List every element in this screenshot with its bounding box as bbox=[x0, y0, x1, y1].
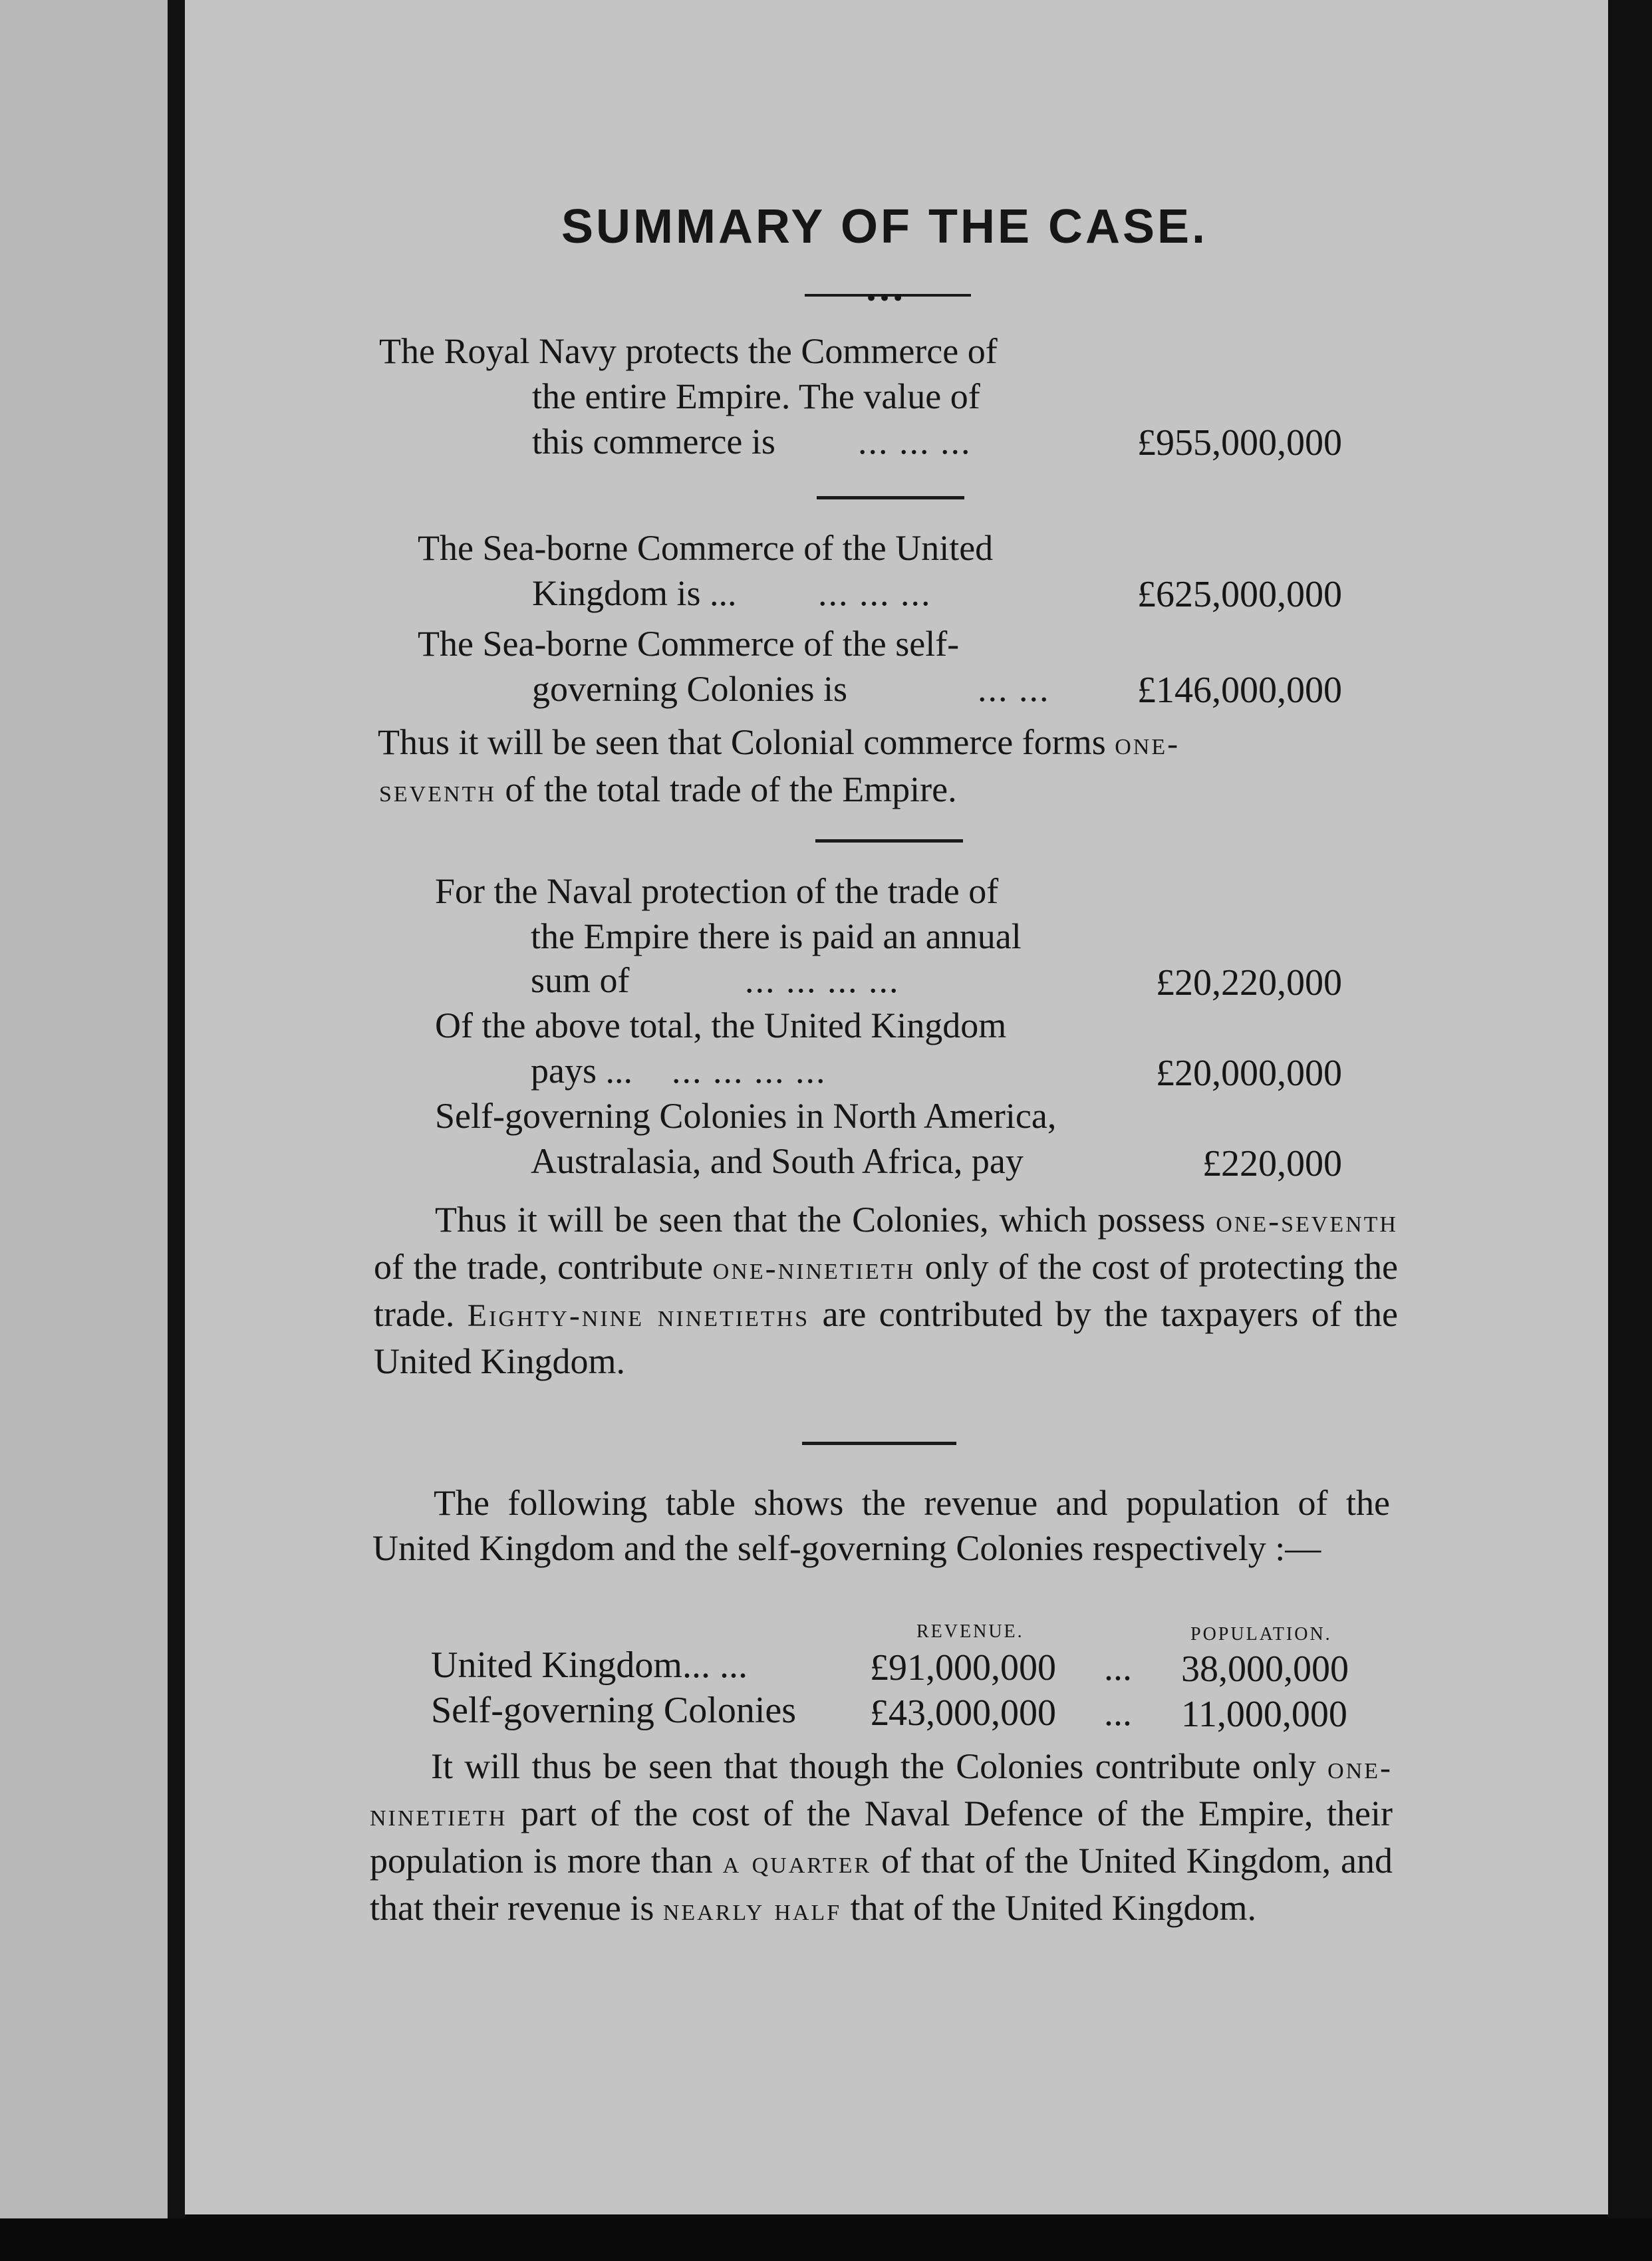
uk-pays-amount: £20,000,000 bbox=[1156, 1053, 1342, 1094]
naval-protection-line2: the Empire there is paid an annual bbox=[531, 916, 1022, 956]
conclusion2-emph-1: one-ninetieth bbox=[370, 1750, 1393, 1833]
revenue-column-header: REVENUE. bbox=[916, 1621, 1024, 1642]
uk-seaborne-line2: Kingdom is ... bbox=[532, 573, 737, 613]
facing-page-edge bbox=[0, 0, 172, 2218]
navy-commerce-line2: the entire Empire. The value of bbox=[532, 376, 980, 416]
colonial-seaborne-line2: governing Colonies is bbox=[532, 669, 847, 709]
table-row-revenue: £43,000,000 bbox=[870, 1692, 1056, 1734]
conclusion2-text-mid2: of that of the United Kingdom, and that their revenue is bbox=[370, 1841, 1393, 1928]
conclusion-paragraph-1 bbox=[374, 1197, 1398, 1384]
colonies-pay-amount: £220,000 bbox=[1202, 1143, 1342, 1184]
conclusion1-text-pre: Thus it will be seen that the Colonies, which possess bbox=[435, 1200, 1216, 1240]
navy-commerce-line3: this commerce is bbox=[532, 422, 775, 462]
section-rule-3 bbox=[802, 1442, 956, 1445]
binding-spine bbox=[168, 0, 185, 2218]
conclusion1-emph-2: one-ninetieth bbox=[712, 1251, 915, 1286]
conclusion-paragraph-2 bbox=[370, 1744, 1393, 1932]
uk-seaborne-leader-dots: ... ... ... bbox=[818, 573, 932, 613]
navy-commerce-leader-dots: ... ... ... bbox=[858, 422, 972, 462]
one-seventh-paragraph bbox=[378, 720, 1395, 814]
table-intro: The following table shows the revenue and population of the United Kingdom and the self-governing Colonies respectively :— bbox=[372, 1483, 1390, 1568]
uk-seaborne-amount: £625,000,000 bbox=[1137, 574, 1342, 615]
conclusion2-emph-3: nearly half bbox=[662, 1892, 842, 1927]
one-seventh-emph-1: one- bbox=[1115, 726, 1180, 761]
uk-pays-line2: pays ... bbox=[531, 1051, 632, 1091]
scan-border-right bbox=[1608, 0, 1652, 2261]
conclusion2-text-post: that of the United Kingdom. bbox=[841, 1888, 1257, 1928]
scan-border-bottom bbox=[0, 2218, 1652, 2261]
table-row-separator: ... bbox=[1104, 1647, 1132, 1688]
table-row-revenue: £91,000,000 bbox=[870, 1647, 1056, 1688]
section-rule-1 bbox=[817, 496, 964, 499]
population-column-header: POPULATION. bbox=[1190, 1624, 1332, 1645]
conclusion1-text-mid2: only of the cost of protecting the trade. bbox=[374, 1247, 1398, 1334]
conclusion1-text-post: are contributed by the taxpayers of the United Kingdom. bbox=[374, 1294, 1399, 1381]
colonies-pay-line1: Self-governing Colonies in North America, bbox=[435, 1096, 1057, 1136]
ornament: ••• bbox=[865, 285, 905, 312]
colonies-pay-line2: Australasia, and South Africa, pay bbox=[531, 1141, 1024, 1181]
naval-protection-line3: sum of bbox=[531, 960, 630, 1000]
table-row-label: United Kingdom... ... bbox=[431, 1645, 748, 1686]
conclusion1-text-mid1: of the trade, contribute bbox=[374, 1247, 713, 1287]
section-rule-2 bbox=[815, 839, 963, 843]
conclusion2-emph-2: a quarter bbox=[722, 1845, 872, 1880]
colonial-seaborne-leader-dots: ... ... bbox=[978, 669, 1050, 709]
table-row-label: Self-governing Colonies bbox=[431, 1690, 797, 1731]
table-row-population: 38,000,000 bbox=[1181, 1649, 1349, 1690]
conclusion2-text-mid1: part of the cost of the Naval Defence of the Empire, their population is more than bbox=[370, 1794, 1393, 1881]
colonial-seaborne-line1: The Sea-borne Commerce of the self- bbox=[418, 624, 960, 664]
colonial-seaborne-amount: £146,000,000 bbox=[1137, 670, 1342, 711]
navy-commerce-amount: £955,000,000 bbox=[1137, 422, 1342, 464]
one-seventh-text-post: of the total trade of the Empire. bbox=[495, 769, 957, 809]
conclusion1-emph-3: Eighty-nine ninetieths bbox=[467, 1298, 810, 1333]
conclusion2-text-pre: It will thus be seen that though the Colonies contribute only bbox=[431, 1746, 1328, 1786]
naval-protection-line1: For the Naval protection of the trade of bbox=[435, 871, 999, 911]
navy-commerce-line1: The Royal Navy protects the Commerce of bbox=[379, 331, 998, 371]
uk-seaborne-line1: The Sea-borne Commerce of the United bbox=[418, 528, 994, 568]
naval-protection-leader-dots: ... ... ... ... bbox=[745, 960, 900, 1000]
one-seventh-text-pre: Thus it will be seen that Colonial commerce forms bbox=[378, 722, 1115, 762]
uk-pays-line1: Of the above total, the United Kingdom bbox=[435, 1005, 1007, 1045]
table-row-population: 11,000,000 bbox=[1181, 1694, 1347, 1735]
one-seventh-emph-2: seventh bbox=[379, 773, 496, 809]
table-row-separator: ... bbox=[1104, 1692, 1132, 1734]
uk-pays-leader-dots: ... ... ... ... bbox=[672, 1051, 827, 1091]
page-title: SUMMARY OF THE CASE. bbox=[561, 200, 1208, 253]
naval-protection-amount: £20,220,000 bbox=[1156, 962, 1342, 1003]
conclusion1-emph-1: one-seventh bbox=[1216, 1204, 1398, 1239]
